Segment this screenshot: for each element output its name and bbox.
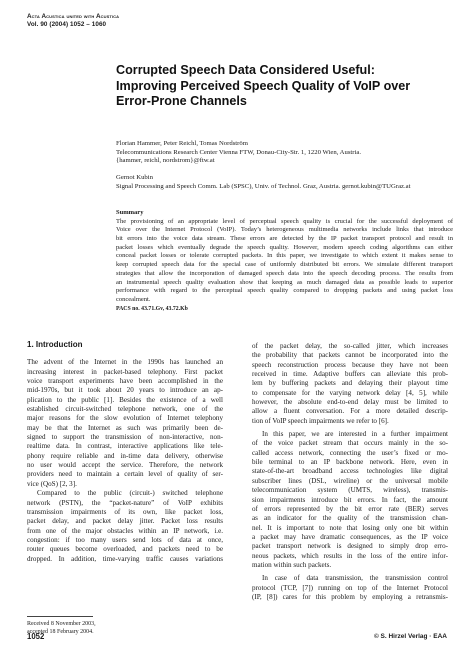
affiliation-spsc	[116, 174, 456, 191]
body-text-line: as an indicator for the quality of the transmission chan-	[252, 514, 448, 523]
title-line: Corrupted Speech Data Considered Useful:	[116, 63, 375, 77]
paper-title	[116, 63, 456, 110]
body-text-line: state-of-the-art broadband access technologies like digital	[252, 467, 448, 476]
footnote-rule	[27, 616, 93, 617]
publisher-credit: © S. Hirzel Verlag · EAA	[373, 633, 447, 640]
body-text-line: packet transport network is designed to simply drop erro-	[252, 542, 448, 551]
body-text-line: may be that the Internet as such was primarily been de-	[27, 423, 223, 432]
title-line: Error-Prone Channels	[116, 94, 247, 108]
body-text-line: mid-1970s, but it took about 20 years to introduce an ap-	[27, 386, 223, 395]
body-text-line: bile terminal to an IP backbone network. Here, even in	[252, 458, 448, 467]
journal-volume: Vol. 90 (2004) 1052 – 1060	[27, 21, 107, 28]
body-text-line: to compensate for the varying network delay [4, 5], while	[252, 388, 448, 397]
body-text-line: (IP, [8]) cares for this problem by employing a retransmis-	[252, 592, 448, 601]
journal-header	[27, 13, 119, 29]
affiliation-email: {hammer, reichl, nordstrom}@ftw.at	[116, 157, 215, 165]
body-text-line: transmission impairments of its own, like packet loss,	[27, 507, 223, 516]
body-text-line: providers need to maintain a certain level of quality of ser-	[27, 470, 223, 479]
summary-line: conceal packet losses or tolerate corrupted packets. In this paper, we investigate to which extent it makes sense to	[116, 252, 453, 260]
body-text-line: neous packets, which results in the loss of the entire infor-	[252, 551, 448, 560]
body-text-line: congestion: if too many users send lots of data at once,	[27, 535, 223, 544]
affiliation-address: Signal Processing and Speech Comm. Lab (SPSC), Univ. of Technol. Graz, Austria. gernot.kubin@TUGraz.at	[116, 182, 411, 190]
section-heading: 1. Introduction	[27, 340, 83, 349]
intro-text-right	[252, 342, 448, 602]
summary-line: strategies that allow the incorporation of damaged speech data into the speech decoding process. The results from	[116, 269, 453, 277]
body-text-line: tion of VoIP speech impairments we refer to [6].	[252, 416, 389, 425]
body-text-line: mation within such packets.	[252, 560, 332, 569]
accepted-date: accepted 18 February 2004.	[27, 628, 94, 635]
summary-text	[116, 218, 453, 305]
affiliation-ftw	[116, 140, 456, 166]
summary-line: packet losses which eventually degrade the speech quality. However, modern speech coding algorithms can either	[116, 243, 453, 251]
page-number: 1052	[27, 632, 45, 641]
body-text-line: no user would accept the service. Therefore, the network	[27, 461, 223, 470]
body-text-line: subscriber lines (DSL, wireline) or the universal mobile	[252, 476, 448, 485]
summary-line: bit errors into the voice data stream. These errors are detected by the IP packet transport protocol and result in	[116, 235, 453, 243]
body-text-line: In case of data transmission, the transmission control	[262, 574, 448, 583]
body-text-line: increasing interest in packet-based telephony. First packet	[27, 367, 223, 376]
right-column	[252, 342, 448, 602]
journal-name: Acta Acustica united with Acustica	[27, 13, 120, 20]
body-text-line: however, the absolute end-to-end delay must be limited to	[252, 398, 448, 407]
intro-text-left	[27, 358, 223, 564]
body-text-line: plication to the public [1]. Besides the existence of a well	[27, 395, 223, 404]
body-text-line: dropped. In addition, time-varying traffic causes variations	[27, 554, 223, 563]
body-text-line: Compared to the public (circuit-) switched telephone	[37, 489, 223, 498]
affiliation-address: Telecommunications Research Center Vienna FTW, Donau-City-Str. 1, 1220 Wien, Austria.	[116, 148, 362, 156]
body-text-line: router queues become overloaded, and packets need to be	[27, 545, 223, 554]
body-text-line: called access network, connecting the user’s fixed or mo-	[252, 448, 448, 457]
body-text-line: a packet may have dramatic consequences, as the IP voice	[252, 532, 448, 541]
body-text-line: of the packet delay, the so-called jitter, which increases	[252, 342, 448, 350]
body-text-line: nel. It is important to note that losing only one bit within	[252, 523, 448, 532]
body-text-line: The advent of the Internet in the 1990s has launched an	[27, 358, 223, 367]
body-text-line: major reasons for the slow evolution of Internet telephony	[27, 414, 223, 423]
body-text-line: from one of the major obstacles within an IP network, i.e.	[27, 526, 223, 535]
summary-block	[116, 209, 453, 313]
body-text-line: lem by buffering packets and delaying their playout time	[252, 379, 448, 388]
body-text-line: speech reconstruction process because they have not been	[252, 360, 448, 369]
body-text-line: the probability that packets cannot be incorporated into the	[252, 351, 448, 360]
body-text-line: In this paper, we are interested in a further impairment	[262, 430, 448, 439]
body-text-line: allow a fluent conversation. For a more detailed descrip-	[252, 407, 448, 416]
pacs-numbers: PACS no. 43.71.Gv, 43.72.Kb	[116, 305, 188, 312]
summary-line: performance with regard to the perceptual speech quality compared to dropping packets and using packet loss	[116, 287, 453, 295]
summary-line: concealment.	[116, 295, 151, 303]
body-text-line: established circuit-switched telephone network, one of the	[27, 405, 223, 414]
summary-line: keep corrupted speech data for the special case of uniformly distributed bit errors. We simulate different transport	[116, 261, 453, 269]
body-text-line: received in time. Adaptive buffers can alleviate this prob-	[252, 370, 448, 379]
body-text-line: of the voice packet stream that occurs mainly in the so-	[252, 439, 448, 448]
summary-line: The provisioning of an appropriate level of perceptual speech quality is crucial for the successful deployment of	[116, 217, 453, 225]
body-text-line: signed to support the transmission of non-interactive, non-	[27, 433, 223, 442]
body-text-line: phony require reliable and in-time data delivery, otherwise	[27, 451, 223, 460]
received-date: Received 8 November 2003,	[27, 621, 96, 627]
body-text-line: voice transport experiments have been accomplished in the	[27, 377, 223, 386]
author-names: Florian Hammer, Peter Reichl, Tomas Nordström	[116, 140, 248, 147]
body-text-line: telecommunication system (UMTS, wireless), transmis-	[252, 486, 448, 495]
body-text-line: vice (QoS) [2, 3].	[27, 479, 77, 488]
body-text-line: protocol (TCP, [7]) running on top of the Internet Protocol	[252, 583, 448, 592]
body-text-line: of errors represented by the bit error rate (BER) serves	[252, 504, 448, 513]
summary-heading: Summary	[116, 209, 144, 216]
body-text-line: network (PSTN), the “packet-nature” of VoIP exhibits	[27, 498, 223, 507]
title-line: Improving Perceived Speech Quality of VoIP over	[116, 78, 411, 93]
author-names: Gernot Kubin	[116, 174, 153, 181]
body-text-line: packet delay, and packet delay jitter. Packet loss results	[27, 517, 223, 526]
body-text-line: realtime data. In contrast, interactive applications like tele-	[27, 442, 223, 451]
body-text-line: sion impairments introduce bit errors. In fact, the amount	[252, 495, 448, 504]
summary-line: Voice over the Internet Protocol (VoIP). Today’s heterogeneous multimedia networks include links that introduce	[116, 226, 453, 234]
left-column	[27, 340, 223, 564]
summary-line: an instrumental speech quality evaluation show that keeping as much damaged data as possible leads to superior	[116, 278, 453, 286]
